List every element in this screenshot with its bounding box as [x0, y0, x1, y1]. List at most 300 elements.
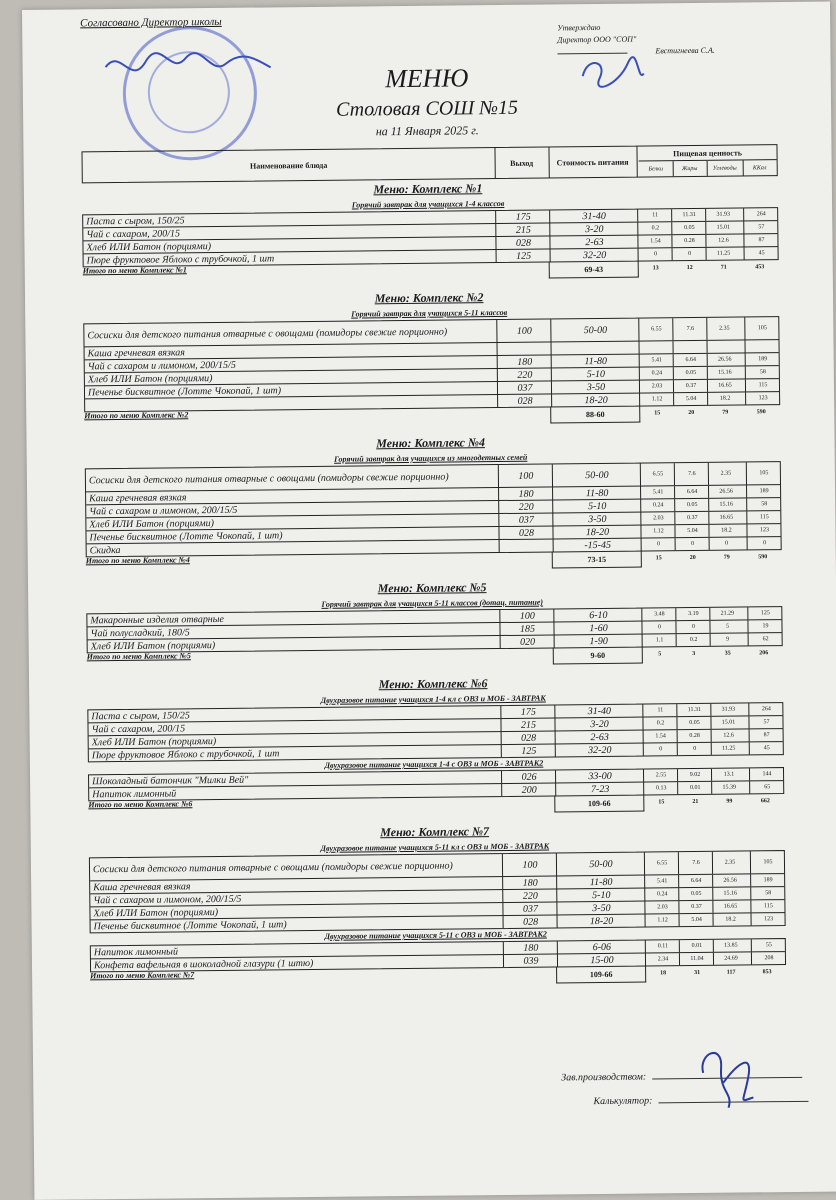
dish-carbs: 9 — [710, 633, 745, 645]
dish-kcal: 87 — [743, 234, 778, 246]
dish-output: 180 — [503, 941, 558, 954]
dish-carbs: 18.2 — [708, 524, 743, 536]
dish-fat: 11.31 — [676, 704, 711, 716]
dish-protein: 1.54 — [637, 235, 672, 247]
dish-carbs: 15.16 — [712, 887, 747, 899]
approval-right — [557, 21, 715, 59]
dish-name: Чай с сахаром и лимоном, 200/15/5 — [87, 359, 236, 372]
menu-title: Меню: Комплекс №5 — [377, 580, 487, 596]
dish-protein: 6.55 — [644, 852, 679, 874]
dish-fat: 3.19 — [675, 608, 710, 620]
total-fat: 3 — [692, 650, 696, 658]
dish-protein: 0.2 — [637, 222, 672, 234]
total-fat: 20 — [689, 554, 696, 562]
dish-protein: 11 — [642, 704, 677, 716]
dish-carbs: 21.29 — [709, 607, 744, 619]
dish-protein: 2.55 — [643, 769, 678, 781]
dish-fat: 7.6 — [678, 852, 713, 874]
dish-fat: 0.05 — [671, 222, 706, 234]
dish-name: Макаронные изделия отварные — [90, 613, 225, 626]
dish-protein: 6.55 — [640, 463, 675, 485]
total-carbs: 71 — [720, 264, 727, 271]
dish-cost: 11-80 — [556, 876, 645, 889]
menu-table — [85, 461, 782, 557]
dish-fat: 0.05 — [674, 499, 709, 511]
dish-output: 037 — [502, 902, 557, 915]
col-carbs: Углеводы — [707, 160, 744, 175]
dish-name: Чай с сахаром, 200/15 — [91, 722, 186, 735]
dish-cost: 3-50 — [556, 902, 645, 915]
menu-title: Меню: Комплекс №6 — [378, 676, 488, 692]
dish-kcal: 105 — [750, 851, 785, 873]
dish-cost: 5-10 — [551, 368, 640, 381]
dish-name: Шоколадный батончик "Милки Вей" — [92, 774, 249, 787]
dish-protein — [639, 341, 674, 353]
section-title: Горячий завтрак для учащихся 5-11 классов (дотац. питание) — [321, 597, 544, 609]
dish-carbs: 15.16 — [707, 366, 742, 378]
dish-kcal: 189 — [750, 874, 785, 886]
dish-name: Паста с сыром, 150/25 — [91, 709, 190, 722]
menu-document — [22, 2, 836, 1200]
dish-output: 039 — [503, 954, 558, 967]
dish-name: Чай полусладкий, 180/5 — [90, 626, 190, 639]
dish-output: 220 — [498, 500, 553, 513]
col-nutrition: Пищевая ценность — [638, 145, 776, 161]
dish-kcal: 87 — [749, 729, 784, 741]
dish-cost: 50-00 — [552, 464, 641, 487]
menu-table — [87, 702, 784, 762]
dish-kcal: 58 — [750, 887, 785, 899]
total-label: Итого по меню Комплекс №4 — [85, 555, 190, 566]
dish-protein: 1.12 — [639, 393, 674, 405]
dish-cost: 18-20 — [557, 915, 646, 928]
dish-protein: 5.41 — [639, 354, 674, 366]
dish-cost: 32-20 — [555, 744, 644, 757]
total-carbs: 117 — [726, 969, 736, 976]
dish-kcal: 144 — [749, 768, 784, 780]
dish-output: 220 — [502, 889, 557, 902]
dish-protein: 1.1 — [642, 634, 677, 646]
total-fat: 21 — [692, 798, 699, 806]
total-protein: 15 — [654, 410, 661, 417]
dish-protein: 2.03 — [640, 512, 675, 524]
dish-output: 026 — [501, 770, 556, 783]
dish-fat: 6.64 — [678, 875, 713, 887]
dish-carbs: 15.16 — [708, 498, 743, 510]
dish-kcal: 58 — [745, 366, 780, 378]
dish-kcal: 45 — [744, 247, 779, 259]
dish-fat: 5.04 — [674, 525, 709, 537]
dish-cost: 3-50 — [551, 381, 640, 394]
dish-cost: 50-00 — [550, 319, 639, 342]
dish-carbs: 16.65 — [707, 379, 742, 391]
dish-protein: 0 — [638, 248, 673, 260]
dish-protein: 0 — [641, 621, 676, 633]
dish-cost: 6-06 — [557, 941, 646, 954]
dish-output — [499, 539, 554, 552]
dish-carbs: 15.01 — [710, 716, 745, 728]
dish-fat: 5.04 — [679, 914, 714, 926]
menu-title: Меню: Комплекс №4 — [376, 435, 486, 451]
dish-cost: 18-20 — [551, 394, 640, 407]
dish-cost — [551, 342, 640, 355]
dish-output: 037 — [497, 381, 552, 394]
dish-cost: 11-80 — [552, 487, 641, 500]
dish-fat: 0.05 — [676, 717, 711, 729]
dish-name: Хлеб ИЛИ Батон (порциями) — [87, 372, 213, 385]
dish-carbs: 0 — [709, 537, 744, 549]
total-kcal: 206 — [759, 650, 769, 657]
dish-carbs: 13.1 — [711, 768, 746, 780]
signature-producer — [693, 1042, 764, 1113]
total-fat: 12 — [686, 264, 693, 272]
dish-kcal: 58 — [746, 498, 781, 510]
dish-name: Напиток лимонный — [92, 787, 177, 800]
dish-name: Хлеб ИЛИ Батон (порциями) — [91, 735, 217, 748]
dish-carbs: 26.56 — [707, 353, 742, 365]
dish-kcal: 55 — [751, 939, 786, 951]
dish-carbs: 11.25 — [706, 247, 741, 259]
dish-output: 185 — [499, 622, 554, 635]
col-output: Выход — [494, 147, 549, 178]
dish-output: 175 — [495, 210, 550, 223]
dish-kcal: 208 — [751, 952, 786, 964]
total-protein: 5 — [658, 651, 662, 658]
dish-output: 028 — [503, 915, 558, 928]
total-protein: 15 — [658, 799, 665, 806]
total-kcal: 853 — [762, 969, 772, 976]
col-fat: Жиры — [673, 161, 708, 176]
dish-kcal: 115 — [746, 511, 781, 523]
dish-carbs: 5 — [709, 620, 744, 632]
dish-output: 180 — [498, 487, 553, 500]
dish-fat: 0.01 — [679, 940, 714, 952]
dish-protein: 2.03 — [639, 380, 674, 392]
dish-kcal: 264 — [743, 208, 778, 220]
menu-title: Меню: Комплекс №7 — [380, 824, 490, 840]
page-title: МЕНЮ — [385, 63, 469, 94]
dish-carbs: 15.39 — [711, 781, 746, 793]
table-header — [81, 144, 777, 183]
total-carbs: 35 — [724, 650, 731, 657]
total-kcal: 453 — [755, 264, 765, 271]
dish-fat: 0 — [672, 248, 707, 260]
dish-output: 100 — [496, 319, 551, 342]
dish-name: Хлеб ИЛИ Батон (порциями) — [90, 639, 216, 652]
page-subtitle: Столовая СОШ №15 — [336, 96, 519, 121]
dish-output: 028 — [497, 394, 552, 407]
dish-fat: 5.04 — [673, 393, 708, 405]
dish-kcal: 189 — [746, 485, 781, 497]
total-carbs: 99 — [726, 798, 733, 805]
dish-fat: 0.28 — [671, 235, 706, 247]
dish-kcal: 189 — [745, 353, 780, 365]
menu-table — [82, 207, 779, 267]
dish-kcal: 105 — [746, 462, 781, 484]
dish-name: Сосиски для детского питания отварные с овощами (помидоры свежие порционно) — [88, 471, 449, 486]
page-date: на 11 Января 2025 г. — [375, 123, 479, 139]
footer-producer — [561, 1070, 802, 1084]
approval-left: Согласовано Директор школы — [80, 15, 222, 30]
dish-name: Каша гречневая вязкая — [93, 880, 191, 893]
menus-container — [22, 2, 830, 10]
dish-name: Паста с сыром, 150/25 — [86, 214, 185, 227]
dish-protein: 3.48 — [641, 608, 676, 620]
dish-protein: 0.13 — [643, 782, 678, 794]
dish-fat: 0.2 — [676, 634, 711, 646]
menu-title: Меню: Комплекс №2 — [374, 290, 484, 306]
dish-cost: 33-00 — [555, 770, 644, 783]
dish-output: 100 — [502, 853, 557, 876]
dish-fat: 0 — [677, 743, 712, 755]
calculator-label: Калькулятор: — [593, 1095, 653, 1108]
section-title: Горячий завтрак для учащихся 1-4 классов — [351, 198, 505, 210]
dish-carbs: 12.6 — [711, 729, 746, 741]
section-title: Горячий завтрак для учащихся 5-11 классов — [351, 307, 508, 319]
dish-cost: 5-10 — [556, 889, 645, 902]
dish-cost: 31-40 — [549, 210, 638, 223]
dish-carbs: 16.65 — [708, 511, 743, 523]
dish-name: Чай с сахаром и лимоном, 200/15/5 — [93, 893, 242, 906]
total-label: Итого по меню Комплекс №2 — [84, 410, 189, 421]
dish-cost: 1-60 — [553, 622, 642, 635]
menu-table — [83, 316, 780, 412]
col-name: Наименование блюда — [82, 148, 495, 182]
total-cost: 73-15 — [552, 551, 642, 569]
dish-output: 175 — [500, 705, 555, 718]
total-protein: 18 — [660, 970, 667, 977]
dish-carbs: 26.56 — [712, 874, 747, 886]
dish-name: Напиток лимонный — [93, 945, 178, 958]
dish-carbs: 11.25 — [711, 742, 746, 754]
dish-output: 215 — [500, 718, 555, 731]
dish-protein: 0.24 — [644, 888, 679, 900]
total-kcal: 590 — [756, 409, 766, 416]
dish-kcal: 123 — [745, 392, 780, 404]
dish-output: 125 — [496, 249, 551, 262]
dish-carbs: 18.2 — [713, 913, 748, 925]
total-fat: 31 — [694, 969, 701, 977]
dish-output: 215 — [495, 223, 550, 236]
dish-cost: 7-23 — [555, 783, 644, 796]
dish-output — [497, 342, 552, 355]
total-cost: 88-60 — [550, 406, 640, 424]
dish-fat: 0 — [675, 538, 710, 550]
dish-cost: 1-90 — [554, 635, 643, 648]
dish-protein: 5.41 — [644, 875, 679, 887]
dish-kcal: 125 — [747, 607, 782, 619]
dish-fat: 7.6 — [672, 318, 707, 340]
dish-carbs: 24.69 — [713, 952, 748, 964]
dish-fat: 0 — [675, 621, 710, 633]
dish-name: Хлеб ИЛИ Батон (порциями) — [89, 517, 214, 530]
dish-name: Сосиски для детского питания отварные с овощами (помидоры свежие порционно) — [92, 860, 453, 875]
dish-output: 220 — [497, 368, 552, 381]
dish-kcal: 115 — [750, 900, 785, 912]
dish-cost: 15-00 — [557, 954, 646, 967]
total-kcal: 590 — [758, 554, 768, 561]
approve-right-name: Евстигнеева С.А. — [655, 45, 715, 56]
total-kcal: 662 — [760, 798, 770, 805]
dish-cost: 32-20 — [550, 249, 639, 262]
dish-carbs: 31.93 — [710, 703, 745, 715]
dish-protein: 2.34 — [645, 953, 680, 965]
dish-output: 180 — [497, 355, 552, 368]
dish-name: Хлеб ИЛИ Батон (порциями) — [86, 240, 212, 253]
dish-cost: 3-20 — [554, 718, 643, 731]
dish-protein: 5.41 — [640, 486, 675, 498]
dish-name: Каша гречневая вязкая — [89, 491, 187, 504]
dish-cost: 11-80 — [551, 355, 640, 368]
dish-kcal — [745, 340, 780, 352]
dish-fat: 0.01 — [677, 782, 712, 794]
dish-protein: 2.03 — [644, 901, 679, 913]
dish-output: 028 — [501, 731, 556, 744]
dish-protein: 1.54 — [643, 730, 678, 742]
total-protein: 15 — [655, 555, 662, 562]
dish-kcal: 0 — [747, 537, 782, 549]
section-title: Двухразовое питание учащихся 1-4 с ОВЗ и МОБ - ЗАВТРАК2 — [324, 758, 544, 770]
dish-output: 125 — [501, 744, 556, 757]
dish-kcal: 62 — [748, 633, 783, 645]
dish-output: 028 — [498, 526, 553, 539]
dish-name: Скидка — [89, 544, 121, 556]
dish-name: Печенье бисквитное (Лотте Чокопай, 1 шт) — [93, 918, 287, 932]
total-protein: 13 — [652, 265, 659, 272]
dish-output: 100 — [499, 609, 554, 622]
dish-cost: -15-45 — [553, 539, 642, 552]
total-fat: 20 — [688, 409, 695, 417]
total-label: Итого по меню Комплекс №6 — [88, 799, 193, 810]
dish-carbs: 26.56 — [708, 485, 743, 497]
dish-kcal: 115 — [745, 379, 780, 391]
dish-protein: 6.55 — [638, 318, 673, 340]
total-label: Итого по меню Комплекс №5 — [86, 651, 191, 662]
section-title: Двухразовое питание учащихся 1-4 кл с ОВЗ и МОБ - ЗАВТРАК — [320, 693, 546, 705]
approve-right-line2: Директор ООО "СОП" — [557, 34, 637, 45]
dish-cost: 6-10 — [553, 609, 642, 622]
dish-protein: 0 — [641, 538, 676, 550]
dish-carbs: 2.35 — [712, 851, 747, 873]
dish-cost: 3-20 — [549, 223, 638, 236]
dish-fat: 11.31 — [671, 209, 706, 221]
dish-kcal: 45 — [749, 742, 784, 754]
col-protein: Белки — [639, 161, 674, 176]
total-carbs: 79 — [722, 409, 729, 416]
dish-kcal: 19 — [747, 620, 782, 632]
dish-carbs: 2.35 — [708, 462, 743, 484]
dish-cost: 2-63 — [555, 731, 644, 744]
dish-kcal: 65 — [749, 781, 784, 793]
dish-output: 028 — [495, 236, 550, 249]
dish-protein: 0.24 — [640, 499, 675, 511]
dish-output: 200 — [501, 783, 556, 796]
dish-fat: 0.05 — [673, 367, 708, 379]
dish-name: Хлеб ИЛИ Батон (порциями) — [93, 906, 219, 919]
dish-output: 180 — [502, 876, 557, 889]
dish-carbs: 16.65 — [712, 900, 747, 912]
dish-carbs: 13.85 — [713, 939, 748, 951]
dish-name: Чай с сахаром и лимоном, 200/15/5 — [89, 504, 238, 517]
dish-carbs: 15.01 — [705, 221, 740, 233]
dish-protein: 0.24 — [639, 367, 674, 379]
dish-fat: 0.37 — [673, 380, 708, 392]
dish-carbs: 12.6 — [705, 234, 740, 246]
dish-cost: 50-00 — [556, 853, 645, 876]
dish-carbs — [707, 340, 742, 352]
dish-fat — [673, 341, 708, 353]
dish-name: Печенье бисквитное (Лотте Чокопай, 1 шт) — [87, 384, 282, 398]
dish-carbs: 31.93 — [705, 208, 740, 220]
dish-output: 020 — [500, 635, 555, 648]
col-kcal: ККал — [752, 164, 767, 171]
dish-cost: 5-10 — [552, 500, 641, 513]
dish-protein: 1.12 — [640, 525, 675, 537]
dish-fat: 0.37 — [678, 901, 713, 913]
section-title: Горячий завтрак для учащихся из многодетных семей — [334, 452, 528, 464]
menu-table — [89, 850, 786, 933]
dish-cost: 31-40 — [554, 705, 643, 718]
dish-kcal: 123 — [751, 913, 786, 925]
section-title: Двухразовое питание учащихся 5-11 кл с ОВЗ и МОБ - ЗАВТРАК — [320, 841, 550, 853]
dish-name: Пюре фруктовое Яблоко с трубочкой, 1 шт — [86, 252, 275, 266]
dish-carbs: 2.35 — [706, 317, 741, 339]
total-cost: 9-60 — [553, 647, 643, 665]
menu-title: Меню: Комплекс №1 — [373, 181, 483, 197]
dish-protein: 0.2 — [642, 717, 677, 729]
dish-name: Печенье бисквитное (Лотте Чокопай, 1 шт) — [89, 529, 283, 543]
dish-name: Чай с сахаром, 200/15 — [86, 227, 180, 240]
dish-fat: 0.28 — [677, 730, 712, 742]
dish-name: Пюре фруктовое Яблоко с трубочкой, 1 шт — [91, 747, 280, 761]
dish-fat: 9.02 — [677, 769, 712, 781]
dish-name: Сосиски для детского питания отварные с овощами (помидоры свежие порционно) — [87, 326, 448, 341]
dish-kcal: 57 — [743, 221, 778, 233]
dish-fat: 6.64 — [674, 486, 709, 498]
dish-cost: 2-63 — [549, 236, 638, 249]
total-carbs: 79 — [723, 554, 730, 561]
dish-kcal: 57 — [748, 716, 783, 728]
total-cost: 109-66 — [556, 966, 646, 984]
dish-kcal: 264 — [748, 703, 783, 715]
dish-output: 100 — [498, 464, 553, 487]
dish-protein: 11 — [637, 209, 672, 221]
dish-protein: 0.11 — [645, 940, 680, 952]
total-cost: 109-66 — [554, 795, 644, 813]
approve-right-line1: Утверждаю — [557, 22, 601, 33]
dish-carbs: 18.2 — [707, 392, 742, 404]
dish-fat: 0.37 — [674, 512, 709, 524]
dish-kcal: 123 — [746, 524, 781, 536]
dish-protein: 0 — [643, 743, 678, 755]
dish-name: Конфета вафельная в шоколадной глазури (1 штю) — [93, 957, 314, 971]
dish-output: 037 — [498, 513, 553, 526]
dish-name: Каша гречневая вязкая — [87, 346, 185, 359]
dish-fat: 0.05 — [678, 888, 713, 900]
producer-label: Зав.производством: — [561, 1071, 647, 1084]
dish-cost: 3-50 — [552, 513, 641, 526]
dish-cost: 18-20 — [552, 526, 641, 539]
total-cost: 69-43 — [549, 261, 639, 279]
total-label: Итого по меню Комплекс №1 — [82, 265, 187, 276]
dish-protein: 1.12 — [645, 914, 680, 926]
total-label: Итого по меню Комплекс №7 — [90, 970, 195, 981]
col-cost: Стоимость питания — [548, 147, 637, 178]
dish-fat: 11.04 — [679, 953, 714, 965]
dish-fat: 7.6 — [674, 463, 709, 485]
dish-fat: 6.64 — [673, 354, 708, 366]
dish-kcal: 105 — [744, 317, 779, 339]
